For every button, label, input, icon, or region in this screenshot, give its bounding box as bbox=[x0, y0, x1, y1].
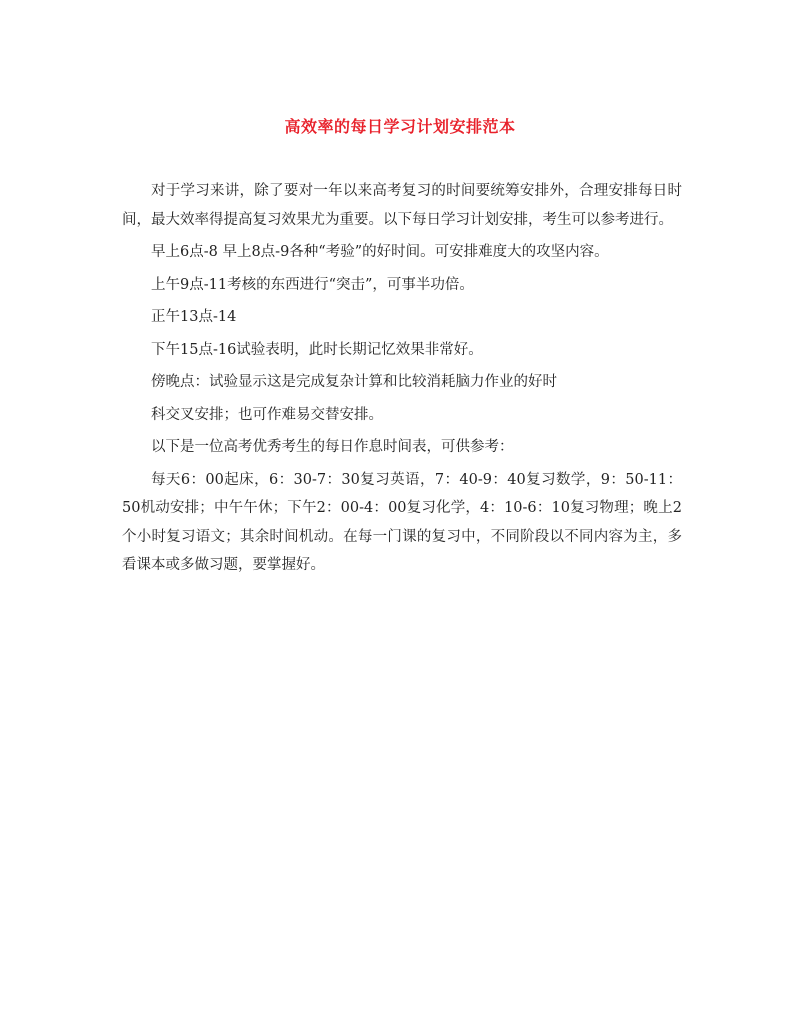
evening-paragraph: 傍晚点：试验显示这是完成复杂计算和比较消耗脑力作业的好时 bbox=[151, 374, 557, 390]
document-title: 高效率的每日学习计划安排范本 bbox=[284, 117, 516, 136]
cross-subject-paragraph: 科交叉安排；也可作难易交替安排。 bbox=[151, 406, 383, 423]
daily-schedule-paragraph: 每天6：00起床，6：30-7：30复习英语，7：40-9：40复习数学，9：50-11：50机动安排；中午午休；下午2：00-4：00复习化学，4：10-6：10复习物理；晚上2个小时复习语文；其余时间机动。在每一门课的复习中，不同阶段以不同内容为主，多看课本或多做习题，要掌握好。 bbox=[122, 471, 682, 573]
document-body bbox=[122, 177, 682, 584]
forenoon-paragraph: 上午9点-11考核的东西进行“突击”，可事半功倍。 bbox=[151, 276, 474, 293]
intro-paragraph: 对于学习来讲，除了要对一年以来高考复习的时间要统筹安排外，合理安排每日时间，最大效率得提高复习效果尤为重要。以下每日学习计划安排，考生可以参考进行。 bbox=[122, 183, 682, 228]
morning-paragraph: 早上6点-8 早上8点-9各种“考验”的好时间。可安排难度大的攻坚内容。 bbox=[151, 244, 609, 260]
schedule-intro-paragraph: 以下是一位高考优秀考生的每日作息时间表，可供参考： bbox=[151, 439, 514, 455]
noon-paragraph: 正午13点-14 bbox=[151, 309, 237, 325]
afternoon-paragraph: 下午15点-16试验表明，此时长期记忆效果非常好。 bbox=[151, 341, 483, 358]
